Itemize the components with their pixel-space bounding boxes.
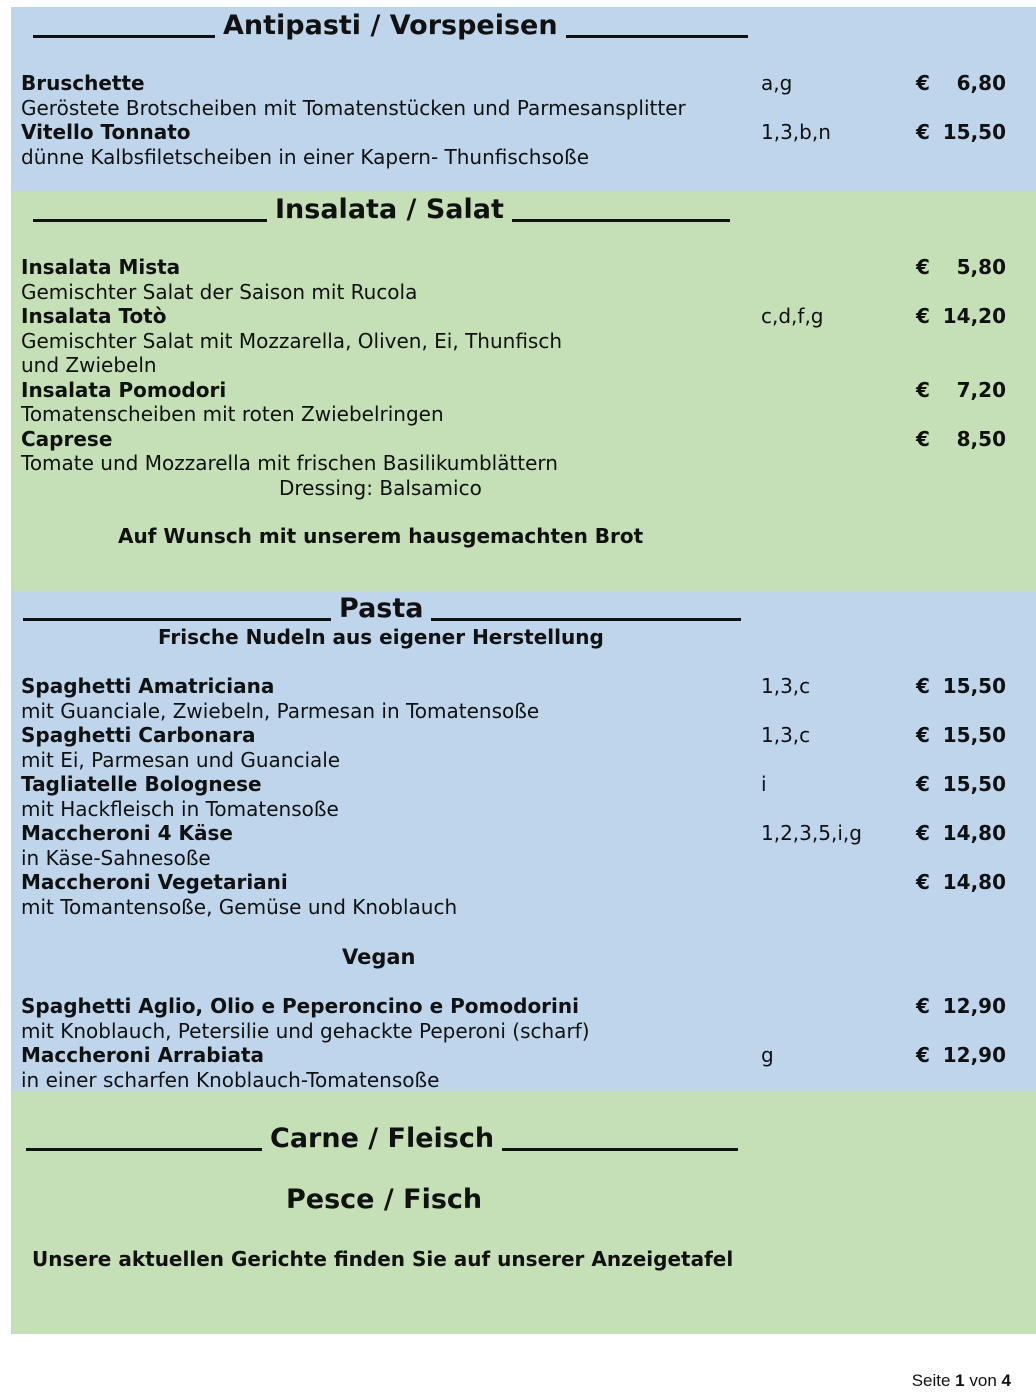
heading-rule-right xyxy=(512,219,730,222)
dish-name: Insalata Totò xyxy=(21,304,167,328)
currency-symbol: € xyxy=(916,723,930,747)
menu-item xyxy=(11,427,1036,451)
fisch-title: Pesce / Fisch xyxy=(286,1184,483,1215)
price-amount: 15,50 xyxy=(942,772,1006,796)
dish-name: Insalata Pomodori xyxy=(21,377,227,402)
fleisch-title: Carne / Fleisch xyxy=(270,1123,495,1154)
dish-name: Spaghetti Carbonara xyxy=(21,723,256,747)
pasta-section xyxy=(11,591,1036,1091)
currency-symbol: € xyxy=(916,71,930,95)
dish-name: Tagliatelle Bolognese xyxy=(21,772,262,796)
price-amount: 8,50 xyxy=(956,426,1006,451)
dish-description: mit Knoblauch, Petersilie und gehackte Peperoni (scharf) xyxy=(21,1018,590,1043)
menu-item xyxy=(11,772,1036,796)
pasta-title: Pasta xyxy=(339,593,424,624)
heading-rule-left xyxy=(33,35,215,38)
menu-item xyxy=(11,378,1036,402)
menu-item xyxy=(11,870,1036,894)
price-amount: 12,90 xyxy=(942,994,1006,1018)
currency-symbol: € xyxy=(916,304,930,328)
currency-symbol: € xyxy=(916,994,930,1018)
salat-title: Insalata / Salat xyxy=(275,194,504,225)
footer-page-number: 1 xyxy=(955,1371,965,1390)
salat-section xyxy=(11,191,1036,591)
antipasti-title: Antipasti / Vorspeisen xyxy=(223,10,558,41)
allergen-codes: g xyxy=(761,1043,774,1067)
price-amount: 12,90 xyxy=(942,1043,1006,1067)
page-footer xyxy=(912,1371,1011,1391)
dish-description: dünne Kalbsfiletscheiben in einer Kapern- Thunfischsoße xyxy=(21,144,590,169)
dish-description: Tomatenscheiben mit roten Zwiebelringen xyxy=(21,402,444,426)
currency-symbol: € xyxy=(916,1043,930,1067)
antipasti-heading xyxy=(33,9,748,43)
dish-name: Spaghetti Amatriciana xyxy=(21,674,275,698)
allergen-codes: 1,2,3,5,i,g xyxy=(761,821,862,845)
dish-name: Bruschette xyxy=(21,71,145,95)
currency-symbol: € xyxy=(916,255,930,279)
fleisch-heading xyxy=(26,1122,738,1156)
allergen-codes: c,d,f,g xyxy=(761,304,824,328)
dish-description: Geröstete Brotscheiben mit Tomatenstücken und Parmesansplitter xyxy=(21,95,686,120)
currency-symbol: € xyxy=(916,674,930,698)
price-amount: 6,80 xyxy=(956,71,1006,95)
footer-page-total: 4 xyxy=(1001,1371,1011,1390)
allergen-codes: 1,3,c xyxy=(761,723,811,747)
currency-symbol: € xyxy=(916,426,930,451)
dish-name: Caprese xyxy=(21,426,113,451)
dish-description: mit Ei, Parmesan und Guanciale xyxy=(21,747,341,772)
menu-item xyxy=(11,255,1036,279)
heading-rule-left xyxy=(33,219,267,222)
salat-bread-note: Auf Wunsch mit unserem hausgemachten Brot xyxy=(118,524,644,548)
dish-name: Spaghetti Aglio, Olio e Peperoncino e Pomodorini xyxy=(21,994,579,1018)
currency-symbol: € xyxy=(916,120,930,144)
fleisch-note: Unsere aktuellen Gerichte finden Sie auf unserer Anzeigetafel xyxy=(32,1247,734,1271)
salat-dressing: Dressing: Balsamico xyxy=(279,476,482,500)
price-amount: 15,50 xyxy=(942,723,1006,747)
dish-name: Vitello Tonnato xyxy=(21,120,191,144)
dish-description: Tomate und Mozzarella mit frischen Basilikumblättern xyxy=(21,451,558,475)
dish-description: mit Tomantensoße, Gemüse und Knoblauch xyxy=(21,894,458,919)
allergen-codes: 1,3,b,n xyxy=(761,120,831,144)
currency-symbol: € xyxy=(916,821,930,845)
menu-item xyxy=(11,1043,1036,1067)
menu-item xyxy=(11,723,1036,747)
dish-description: und Zwiebeln xyxy=(21,353,157,377)
dish-name: Insalata Mista xyxy=(21,255,181,279)
menu-item xyxy=(11,821,1036,845)
price-amount: 15,50 xyxy=(942,120,1006,144)
price-amount: 7,20 xyxy=(956,377,1006,402)
salat-heading xyxy=(33,193,730,227)
fleisch-section xyxy=(11,1091,1036,1334)
footer-mid: von xyxy=(969,1371,997,1390)
heading-rule-left xyxy=(26,1148,262,1151)
pasta-subtitle: Frische Nudeln aus eigener Herstellung xyxy=(158,625,604,649)
price-amount: 14,20 xyxy=(942,304,1006,328)
dish-name: Maccheroni Arrabiata xyxy=(21,1043,264,1067)
dish-description: mit Hackfleisch in Tomatensoße xyxy=(21,796,339,821)
pasta-heading xyxy=(23,592,741,626)
price-amount: 14,80 xyxy=(942,870,1006,894)
dish-description: in einer scharfen Knoblauch-Tomatensoße xyxy=(21,1067,440,1092)
heading-rule-right xyxy=(566,35,748,38)
menu-item xyxy=(11,120,1036,144)
dish-name: Maccheroni 4 Käse xyxy=(21,821,233,845)
heading-rule-left xyxy=(23,618,331,621)
dish-name: Maccheroni Vegetariani xyxy=(21,870,288,894)
price-amount: 15,50 xyxy=(942,674,1006,698)
menu-item xyxy=(11,71,1036,95)
allergen-codes: a,g xyxy=(761,71,793,95)
menu-item xyxy=(11,674,1036,698)
heading-rule-right xyxy=(502,1148,738,1151)
antipasti-section xyxy=(11,7,1036,191)
currency-symbol: € xyxy=(916,870,930,894)
dish-description: mit Guanciale, Zwiebeln, Parmesan in Tomatensoße xyxy=(21,698,540,723)
dish-description: Gemischter Salat mit Mozzarella, Oliven, Ei, Thunfisch xyxy=(21,328,563,353)
dish-description: in Käse-Sahnesoße xyxy=(21,845,211,870)
vegan-title: Vegan xyxy=(342,945,416,969)
currency-symbol: € xyxy=(916,377,930,402)
allergen-codes: i xyxy=(761,772,767,796)
heading-rule-right xyxy=(431,618,741,621)
footer-prefix: Seite xyxy=(911,1371,951,1390)
currency-symbol: € xyxy=(916,772,930,796)
menu-item xyxy=(11,304,1036,328)
price-amount: 14,80 xyxy=(942,821,1006,845)
price-amount: 5,80 xyxy=(956,255,1006,279)
dish-description: Gemischter Salat der Saison mit Rucola xyxy=(21,279,418,304)
menu-item xyxy=(11,994,1036,1018)
allergen-codes: 1,3,c xyxy=(761,674,811,698)
